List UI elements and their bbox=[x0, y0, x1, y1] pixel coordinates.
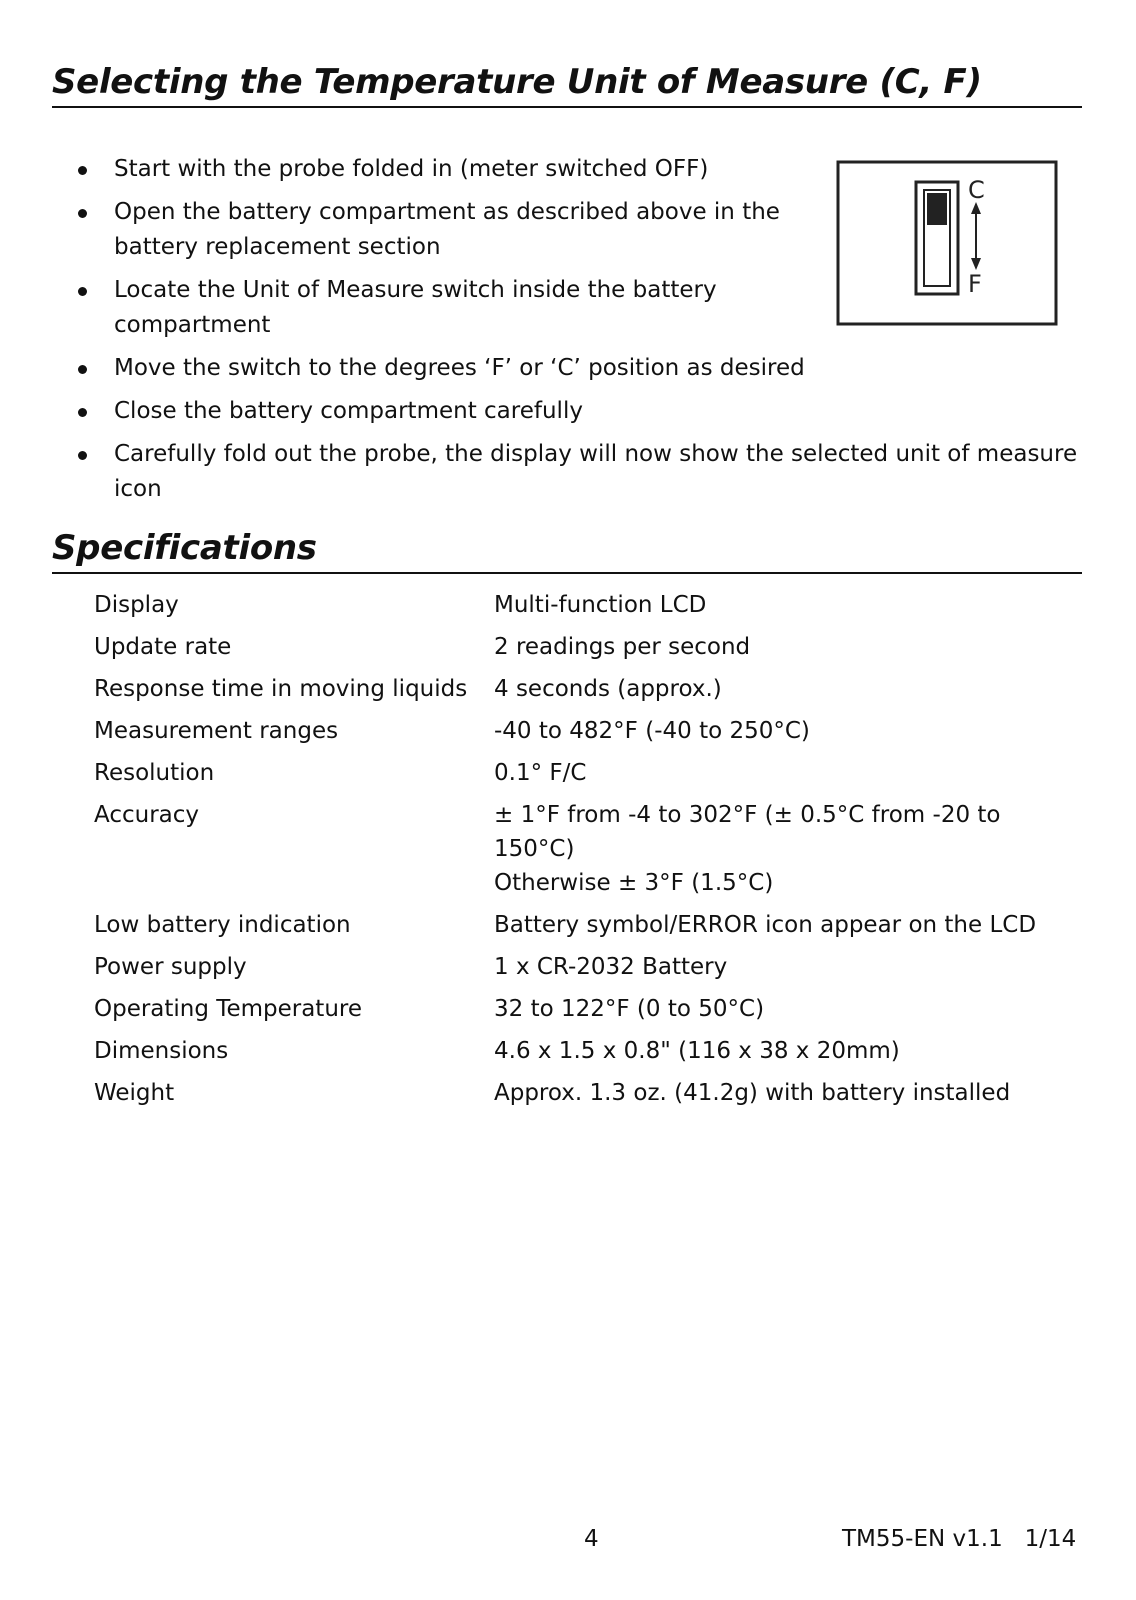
bullet-icon bbox=[78, 166, 87, 175]
list-item bbox=[78, 437, 1088, 507]
spec-value: 2 readings per second bbox=[494, 634, 751, 660]
spec-value: Multi-function LCD bbox=[494, 592, 707, 618]
list-item-text: Carefully fold out the probe, the display will now show the selected unit of measure icon bbox=[114, 441, 1078, 502]
bullet-icon bbox=[78, 365, 87, 374]
list-item bbox=[78, 195, 794, 265]
table-row bbox=[94, 756, 1084, 798]
bullet-icon bbox=[78, 209, 87, 218]
list-item bbox=[78, 351, 1088, 386]
list-item-text: Close the battery compartment carefully bbox=[114, 398, 583, 424]
page-number: 4 bbox=[584, 1526, 599, 1552]
spec-value-line: Otherwise ± 3°F (1.5°C) bbox=[494, 870, 774, 896]
spec-value: Approx. 1.3 oz. (41.2g) with battery installed bbox=[494, 1080, 1011, 1106]
spec-label: Update rate bbox=[94, 634, 232, 660]
label-c: C bbox=[968, 176, 985, 204]
spec-value: -40 to 482°F (-40 to 250°C) bbox=[494, 718, 810, 744]
table-row bbox=[94, 588, 1084, 630]
table-row bbox=[94, 798, 1084, 908]
specifications-table bbox=[94, 588, 1084, 1118]
table-row bbox=[94, 714, 1084, 756]
spec-value: 32 to 122°F (0 to 50°C) bbox=[494, 996, 765, 1022]
switch-slider bbox=[927, 193, 947, 225]
table-row bbox=[94, 908, 1084, 950]
table-row bbox=[94, 992, 1084, 1034]
list-item bbox=[78, 152, 794, 187]
spec-label: Power supply bbox=[94, 954, 247, 980]
list-item-text: Locate the Unit of Measure switch inside the battery compartment bbox=[114, 277, 717, 338]
spec-label: Measurement ranges bbox=[94, 718, 339, 744]
spec-value: 4 seconds (approx.) bbox=[494, 676, 722, 702]
spec-value: 4.6 x 1.5 x 0.8" (116 x 38 x 20mm) bbox=[494, 1038, 900, 1064]
table-row bbox=[94, 950, 1084, 992]
bullet-icon bbox=[78, 408, 87, 417]
spec-value: Battery symbol/ERROR icon appear on the LCD bbox=[494, 912, 1037, 938]
table-row bbox=[94, 630, 1084, 672]
table-row bbox=[94, 1034, 1084, 1076]
spec-label: Resolution bbox=[94, 760, 215, 786]
spec-value-line: ± 1°F from -4 to 302°F (± 0.5°C from -20 to 150°C) bbox=[494, 802, 1001, 862]
spec-label: Weight bbox=[94, 1080, 175, 1106]
document-id: TM55-EN v1.1 1/14 bbox=[842, 1526, 1077, 1552]
label-f: F bbox=[968, 270, 982, 298]
list-item bbox=[78, 273, 794, 343]
spec-label: Low battery indication bbox=[94, 912, 351, 938]
list-item-text: Open the battery compartment as described above in the battery replacement section bbox=[114, 199, 780, 260]
spec-label: Dimensions bbox=[94, 1038, 229, 1064]
list-item bbox=[78, 394, 1088, 429]
spec-value: 0.1° F/C bbox=[494, 760, 587, 786]
spec-label: Accuracy bbox=[94, 802, 200, 828]
spec-value: 1 x CR-2032 Battery bbox=[494, 954, 728, 980]
list-item-text: Move the switch to the degrees ‘F’ or ‘C’ position as desired bbox=[114, 355, 805, 381]
spec-label: Response time in moving liquids bbox=[94, 676, 468, 702]
table-row bbox=[94, 672, 1084, 714]
bullet-icon bbox=[78, 287, 87, 296]
section-title-specifications: Specifications bbox=[52, 528, 1082, 574]
bullet-icon bbox=[78, 451, 87, 460]
spec-value bbox=[494, 798, 1084, 908]
table-row bbox=[94, 1076, 1084, 1118]
unit-switch-diagram bbox=[836, 160, 1058, 326]
spec-label: Operating Temperature bbox=[94, 996, 362, 1022]
spec-label: Display bbox=[94, 592, 179, 618]
list-item-text: Start with the probe folded in (meter switched OFF) bbox=[114, 156, 709, 182]
section-title-unit-select: Selecting the Temperature Unit of Measure (C, F) bbox=[52, 62, 1082, 108]
